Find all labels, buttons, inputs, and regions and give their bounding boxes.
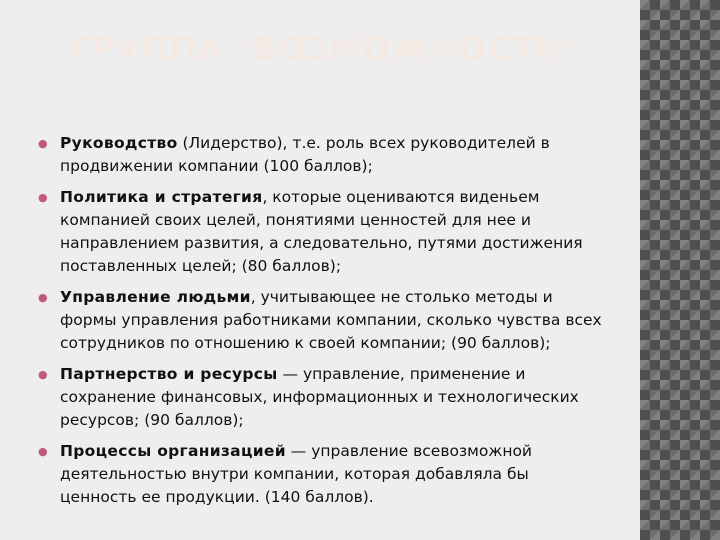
list-item xyxy=(36,363,606,432)
bullet-text: — управление всевозможной деятельностью внутри компании, которая добавляла бы ценность ее продукции. (140 баллов). xyxy=(60,442,533,506)
bullet-text: — управление, применение и сохранение финансовых, информационных и технологических ресурсов; (90 баллов); xyxy=(60,365,579,429)
bullet-bold-text: Процессы организацией xyxy=(60,442,286,460)
list-item xyxy=(36,440,606,509)
bullet-bold-text: Партнерство и ресурсы xyxy=(60,365,278,383)
slide-title: ГРУППА "ВОЗМОЖНОСТИ" xyxy=(70,30,580,68)
bullet-text: (Лидерство), т.е. роль всех руководителей в продвижении компании (100 баллов); xyxy=(60,134,550,175)
list-item xyxy=(36,186,606,278)
bullet-marker-icon: ● xyxy=(38,137,48,150)
bullet-marker-icon: ● xyxy=(38,291,48,304)
bullet-bold-text: Политика и стратегия xyxy=(60,188,263,206)
bullet-text: , учитывающее не столько методы и формы управления работниками компании, сколько чувства всех сотрудников по отношению к своей компании; (90 баллов); xyxy=(60,288,602,352)
bullet-marker-icon: ● xyxy=(38,191,48,204)
bullet-bold-text: Управление людьми xyxy=(60,288,251,306)
bullet-bold-text: Руководство xyxy=(60,134,178,152)
bullet-marker-icon: ● xyxy=(38,368,48,381)
list-item xyxy=(36,286,606,355)
bullet-text: , которые оцениваются виденьем компанией своих целей, понятиями ценностей для нее и направлением развития, а следовательно, путями достижения поставленных целей; (80 баллов); xyxy=(60,188,583,275)
list-item xyxy=(36,132,606,178)
decorative-pattern-panel xyxy=(640,0,720,540)
bullet-list xyxy=(36,132,606,517)
bullet-marker-icon: ● xyxy=(38,445,48,458)
